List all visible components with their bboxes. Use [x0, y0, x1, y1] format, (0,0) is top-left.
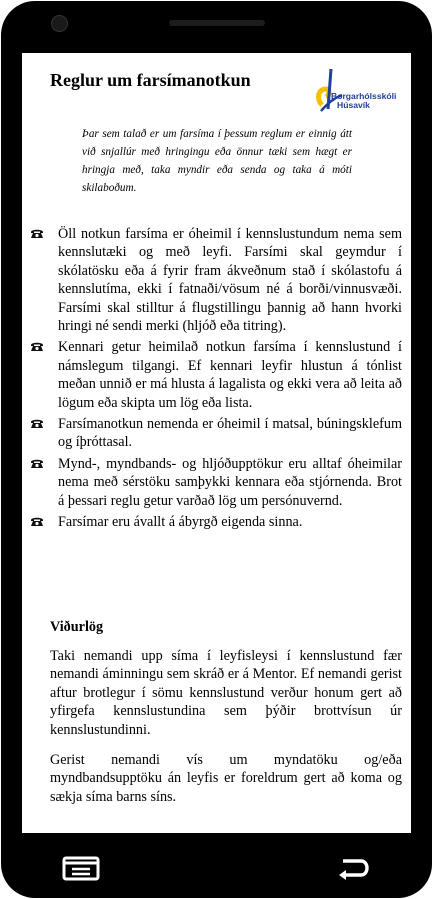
- phone-frame: [1, 1, 432, 898]
- camera-icon: [51, 15, 68, 32]
- section-title: Viðurlög: [50, 619, 104, 635]
- document-title: Reglur um farsímanotkun: [50, 70, 251, 90]
- rule-text: Kennari getur heimilað notkun farsíma í kennslustund í námslegum tilgangi. Ef kennari leyfir hlustun á tónlist meðan unnið er má hlusta á lagalista og ekki vera að leita að lögum eða skipta um lög eða lista.: [58, 339, 402, 411]
- rules-list: [30, 225, 402, 535]
- logo-text-line1: Borgarhólsskóli: [331, 91, 397, 101]
- telephone-icon: [30, 225, 58, 335]
- logo-text-line2: Húsavík: [337, 100, 370, 110]
- rule-text: Farsímar eru ávallt á ábyrgð eigenda sinna.: [58, 514, 303, 531]
- school-logo: [312, 65, 397, 117]
- document-screen: [22, 53, 411, 833]
- rule-item: [30, 415, 402, 452]
- consequence-paragraph-2: Gerist nemandi vís um myndatöku og/eða myndbandsupptöku án leyfis er foreldrum gert að koma og sækja síma barns síns.: [50, 752, 402, 805]
- rule-text: Öll notkun farsíma er óheimil í kennslustundum nema sem kennslutæki og með leyfi. Farsími skal geymdur í skólatösku eða á fyrir fram ákveðnum stað í skólastofu á kennslutíma, ekki í fatnaði/vösum né á borði/vinnusvæði. Farsími skal stilltur á flugstillingu þannig að hann hvorki hringi né sendi merki (hljóð eða titring).: [58, 226, 402, 335]
- rule-item: [30, 455, 402, 510]
- telephone-icon: [30, 455, 58, 510]
- rule-item: [30, 225, 402, 335]
- telephone-icon: [30, 513, 58, 532]
- rule-item: [30, 513, 402, 532]
- rule-item: [30, 338, 402, 412]
- back-icon[interactable]: [337, 855, 373, 881]
- consequence-paragraph-1: Taki nemandi upp síma í leyfisleysi í kennslustund fær nemandi áminningu sem skráð er á Mentor. Ef nemandi gerist aftur brotlegur í sömu kennslustund verður honum gert að yfirgefa kennslustundina sem þýðir brottvísun úr kennslustundinni.: [50, 648, 402, 738]
- rule-text: Mynd-, myndbands- og hljóðupptökur eru alltaf óheimilar nema með sérstöku samþykki kennara eða stjórnenda. Brot á þessari reglu getur varðað lög um persónuvernd.: [58, 455, 402, 509]
- menu-icon[interactable]: [63, 855, 99, 881]
- rule-text: Farsímanotkun nemenda er óheimil í matsal, búningsklefum og íþróttasal.: [58, 416, 402, 451]
- telephone-icon: [30, 415, 58, 452]
- intro-note: Þar sem talað er um farsíma í þessum reglum er einnig átt við snjallúr með hringingu eða önnur tæki sem hægt er hringja með, taka myndir eða senda og taka á móti skilaboðum.: [82, 128, 352, 194]
- speaker-grille: [169, 20, 265, 26]
- telephone-icon: [30, 338, 58, 412]
